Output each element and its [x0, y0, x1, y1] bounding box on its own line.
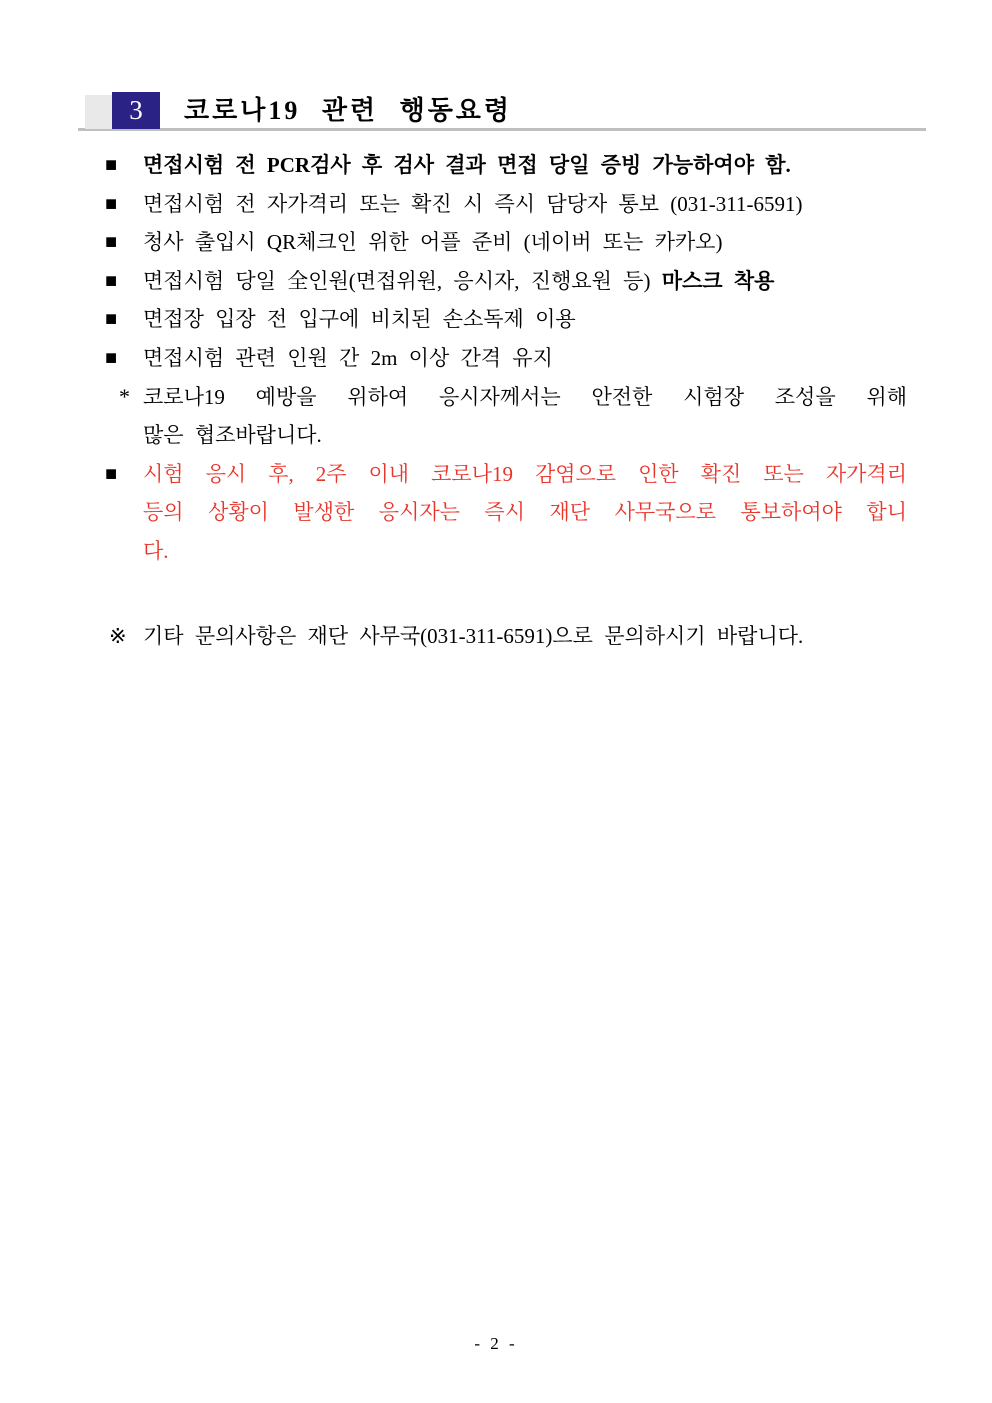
- guideline-item: [105, 300, 907, 339]
- guideline-text: 면접시험 관련 인원 간 2m 이상 간격 유지: [143, 345, 553, 370]
- contact-note-text: 기타 문의사항은 재단 사무국(031-311-6591)으로 문의하시기 바랍니다.: [143, 623, 804, 648]
- bullet-icon: ■: [105, 308, 118, 331]
- guideline-item-warning: [105, 455, 907, 494]
- guideline-text-normal: 면접시험 당일 全인원(면접위원, 응시자, 진행요원 등): [143, 268, 662, 293]
- section-tab-decoration: [85, 95, 112, 129]
- guideline-subnote: [105, 378, 907, 417]
- warning-text: 시험 응시 후, 2주 이내 코로나19 감염으로 인한 확진 또는 자가격리: [143, 461, 907, 486]
- bullet-icon: ■: [105, 192, 118, 215]
- guideline-list: [105, 146, 907, 655]
- page-number: - 2 -: [474, 1334, 518, 1353]
- bullet-icon: ■: [105, 462, 118, 485]
- section-header: [78, 90, 926, 131]
- guideline-text: [143, 262, 907, 301]
- bullet-icon: ■: [105, 231, 118, 254]
- warning-text: 다.: [143, 538, 169, 563]
- guideline-subnote-continuation: [105, 416, 907, 455]
- guideline-text: 청사 출입시 QR체크인 위한 어플 준비 (네이버 또는 카카오): [143, 230, 723, 255]
- section-title: 코로나19 관련 행동요령: [184, 96, 513, 125]
- section-number: 3: [129, 95, 143, 125]
- bullet-icon: ■: [105, 346, 118, 369]
- guideline-item: [105, 262, 907, 301]
- guideline-item-warning-continuation: [105, 493, 907, 532]
- section-number-box: [112, 92, 160, 129]
- bullet-icon: ■: [105, 269, 118, 292]
- guideline-text: 면접장 입장 전 입구에 비치된 손소독제 이용: [143, 307, 576, 332]
- asterisk-icon: *: [119, 383, 130, 409]
- guideline-text: 면접시험 전 PCR검사 후 검사 결과 면접 당일 증빙 가능하여야 함.: [143, 153, 791, 177]
- guideline-item: [105, 339, 907, 378]
- guideline-item-warning-continuation: [105, 532, 907, 571]
- guideline-item: [105, 146, 907, 185]
- guideline-item: [105, 185, 907, 224]
- warning-text: 등의 상황이 발생한 응시자는 즉시 재단 사무국으로 통보하여야 합니: [143, 500, 907, 525]
- guideline-text-bold: 마스크 착용: [661, 268, 775, 293]
- guideline-text: 면접시험 전 자가격리 또는 확진 시 즉시 담당자 통보 (031-311-6591): [143, 191, 803, 216]
- guideline-text: 많은 협조바랍니다.: [143, 423, 322, 448]
- reference-mark-icon: ※: [109, 623, 127, 648]
- guideline-text: 코로나19 예방을 위하여 응시자께서는 안전한 시험장 조성을 위해: [143, 384, 907, 409]
- contact-note: [105, 617, 907, 656]
- guideline-item: [105, 223, 907, 262]
- bullet-icon: ■: [105, 154, 118, 176]
